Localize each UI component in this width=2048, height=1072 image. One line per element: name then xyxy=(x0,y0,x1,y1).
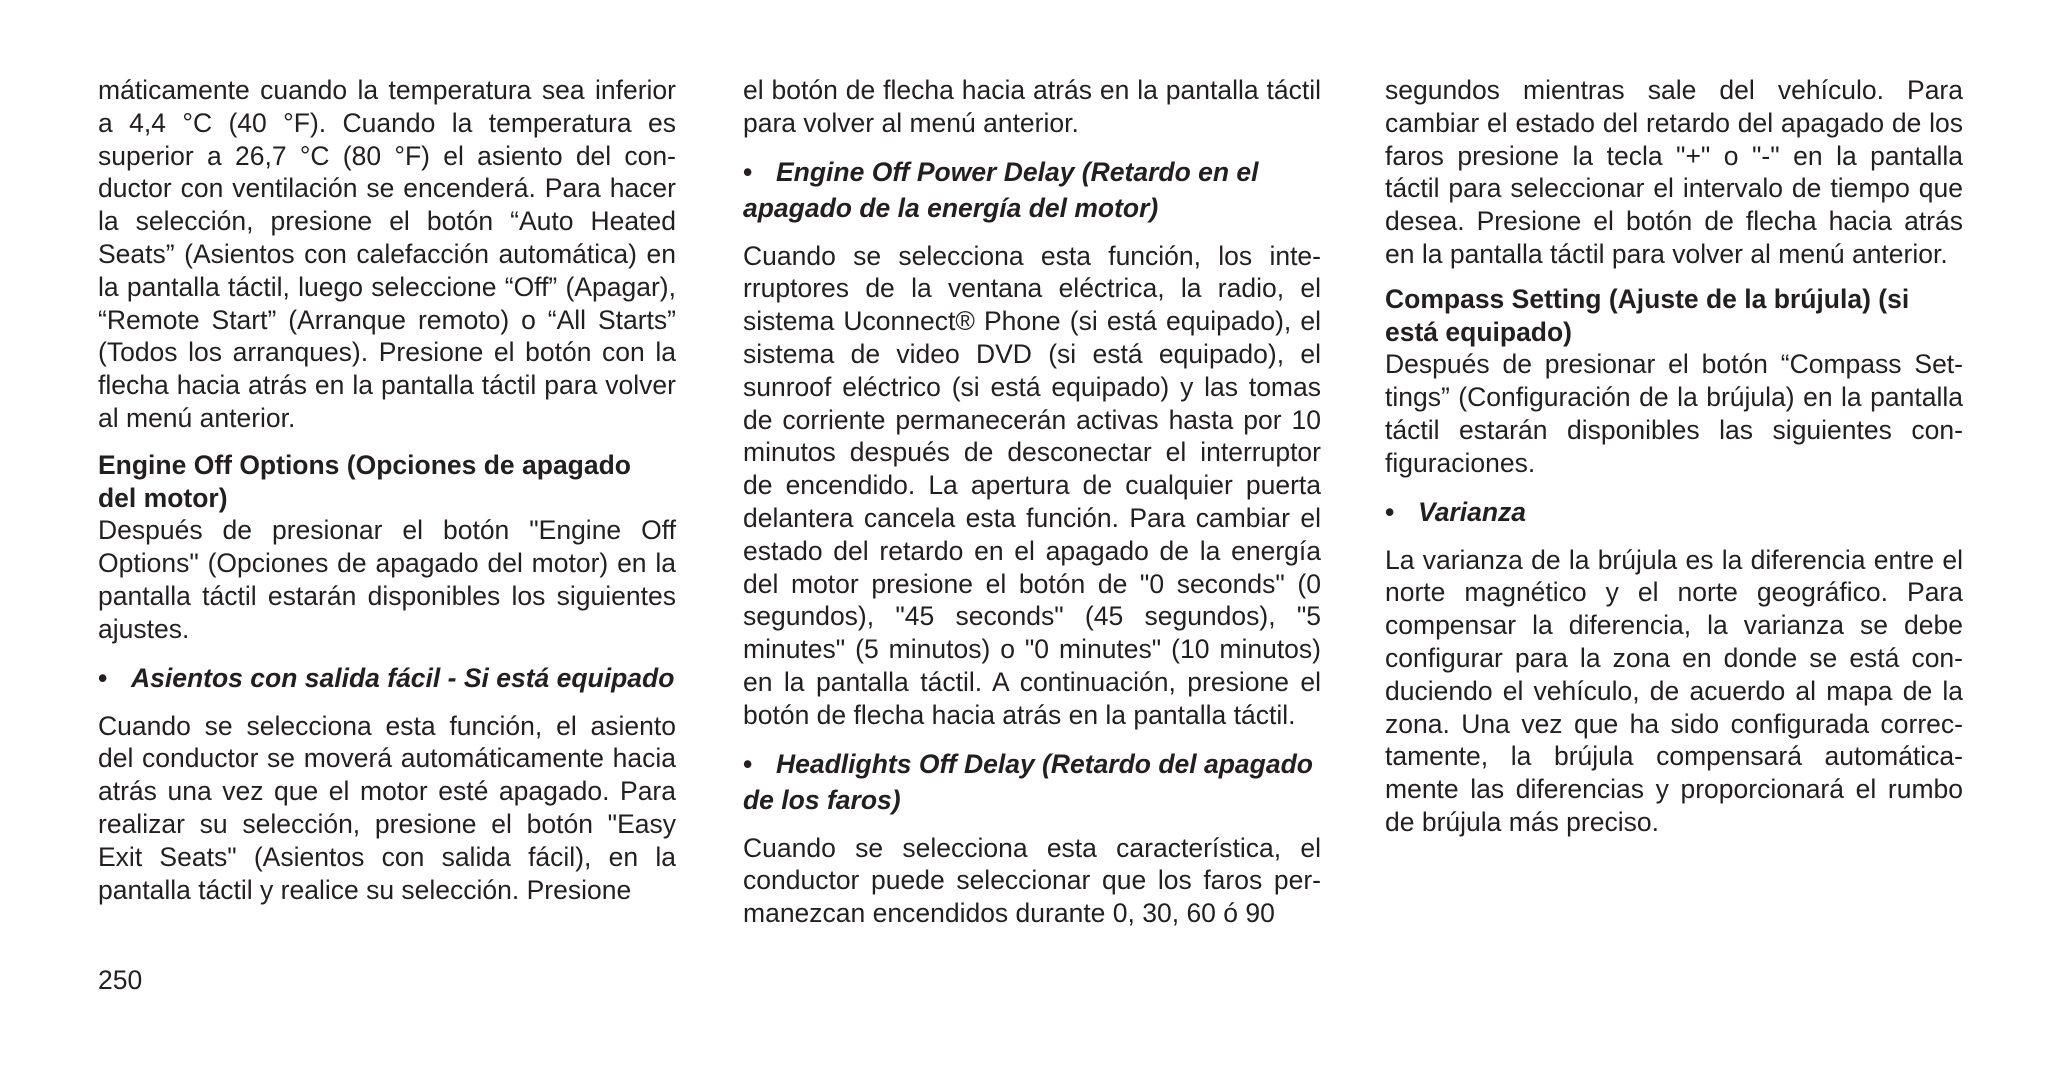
page-number: 250 xyxy=(98,965,143,995)
paragraph-compass-setting: Después de presionar el botón “Compass Settings” (Configuración de la brújula) en la pantalla táctil estarán disponibles las siguientes configuraciones. xyxy=(1385,349,1963,478)
bullet-heading-engine-off-power-delay xyxy=(743,154,1321,226)
bullet-icon: • xyxy=(743,156,753,187)
bullet-heading-varianza xyxy=(1385,494,1963,530)
paragraph-heated-seats-cont: máticamente cuando la temperatura sea inferior a 4,4 °C (40 °F). Cuando la temperatura es superior a 26,7 °C (80 °F) el asiento del conductor con ventilación se encenderá. Para hacer la selección, presione el botón “Auto Heated Seats” (Asientos con calefacción automática) en la pantalla táctil, luego seleccione “Off” (Apagar), “Remote Start” (Arranque remoto) o “All Starts” (Todos los arranques). Presione el botón con la flecha hacia atrás en la pantalla táctil para volver al menú anterior. xyxy=(98,75,676,433)
paragraph-easy-exit-seats: Cuando se selecciona esta función, el asiento del conductor se moverá automáticamente hacia atrás una vez que el motor esté apagado. Para realizar su selección, presione el botón "Easy Exit Seats" (Asientos con salida fácil), en la pantalla táctil y realice su selección. Presione xyxy=(98,710,676,905)
paragraph-engine-off-power-delay: Cuando se selecciona esta función, los interruptores de la ventana eléctrica, la radio, el sistema Uconnect® Phone (si está equipado), el sistema de video DVD (si está equipado), el sunroof eléctrico (si está equipado) y las tomas de corriente permanecerán activas hasta por 10 minutos después de desconectar el interruptor de encendido. La apertura de cualquier puerta delantera cancela esta función. Para cambiar el estado del retardo en el apagado de la energía del motor presione el botón de "0 seconds" (0 segundos), "45 seconds" (45 segundos), "5 minutes" (5 minutos) o "0 minutes" (10 minutos) en la pantalla táctil. A continuación, presione el botón de flecha hacia atrás en la pantalla táctil. xyxy=(743,240,1321,730)
bullet-icon: • xyxy=(1385,496,1395,527)
paragraph-headlights-off-delay: Cuando se selecciona esta característica, el conductor puede seleccionar que los faros permanezcan encendidos durante 0, 30, 60 ó 90 xyxy=(743,832,1321,929)
bullet-heading-text: Engine Off Power Delay (Retardo en el apagado de la energía del motor) xyxy=(743,156,1259,223)
bullet-icon: • xyxy=(98,662,108,693)
bullet-heading-text: Asientos con salida fácil - Si está equipado xyxy=(131,662,675,693)
bullet-heading-text: Varianza xyxy=(1418,496,1527,527)
text-column-left xyxy=(98,74,676,920)
bullet-heading-text: Headlights Off Delay (Retardo del apagado de los faros) xyxy=(743,748,1313,815)
text-column-right xyxy=(1385,74,1963,853)
paragraph-headlights-off-delay-cont: segundos mientras sale del vehículo. Para cambiar el estado del retardo del apagado de los faros presione la tecla "+" o "-" en la pantalla táctil para seleccionar el intervalo de tiempo que desea. Presione el botón de flecha hacia atrás en la pantalla táctil para volver al menú anterior. xyxy=(1385,75,1963,269)
paragraph-easy-exit-seats-cont: el botón de flecha hacia atrás en la pantalla táctil para volver al menú anterior. xyxy=(743,75,1321,138)
text-column-middle xyxy=(743,74,1321,944)
section-heading-engine-off-options: Engine Off Options (Opciones de apagado del motor) xyxy=(98,449,631,513)
section-heading-compass-setting: Compass Setting (Ajuste de la brújula) (si está equipado) xyxy=(1385,283,1910,347)
paragraph-engine-off-options: Después de presionar el botón "Engine Off Options" (Opciones de apagado del motor) en la pantalla táctil estarán disponibles los siguientes ajustes. xyxy=(98,515,676,644)
bullet-heading-headlights-off-delay xyxy=(743,746,1321,818)
bullet-icon: • xyxy=(743,748,753,779)
paragraph-varianza: La varianza de la brújula es la diferencia entre el norte magnético y el norte geográfico. Para compensar la diferencia, la varianza se debe configurar para la zona en donde se está conduciendo el vehículo, de acuerdo al mapa de la zona. Una vez que ha sido configurada correctamente, la brújula compensará automáticamente las diferencias y proporcionará el rumbo de brújula más preciso. xyxy=(1385,544,1963,837)
bullet-heading-easy-exit-seats xyxy=(98,660,676,696)
